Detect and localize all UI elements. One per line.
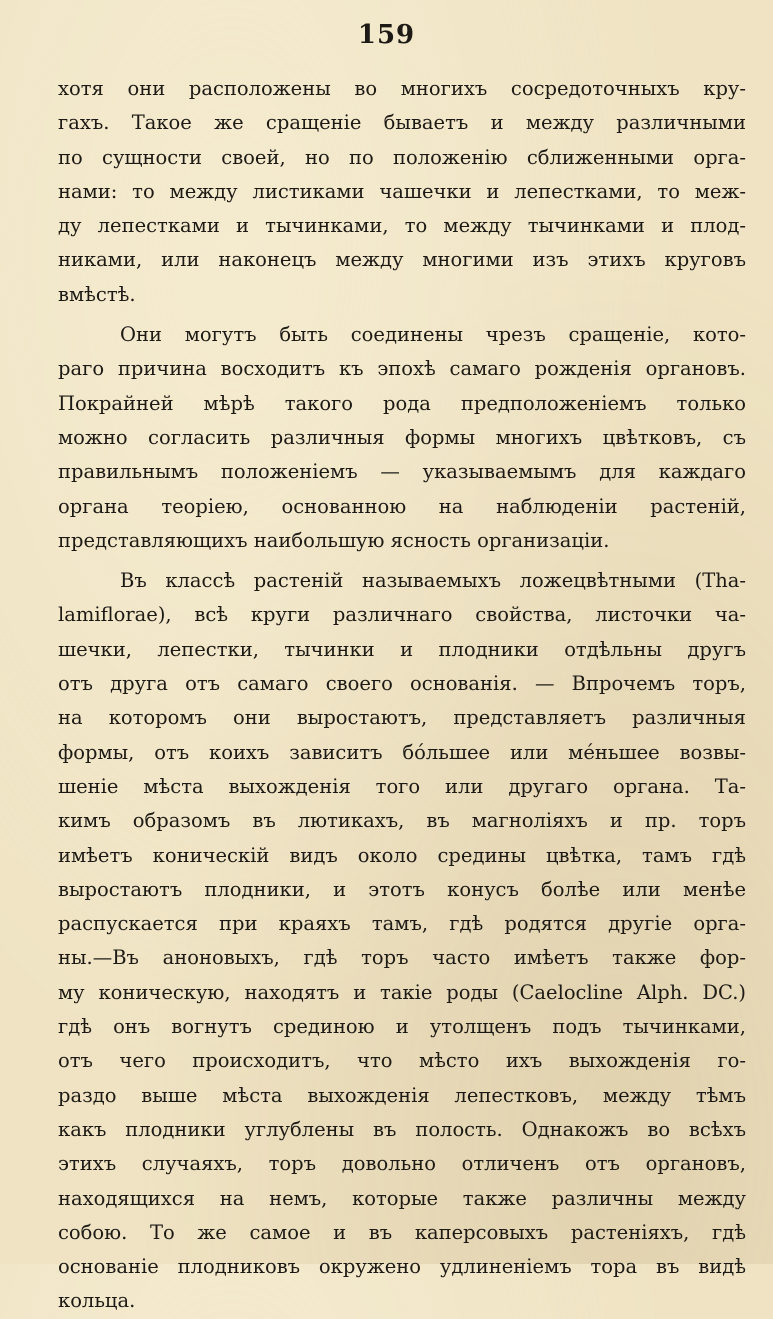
text-line: представляющихъ наибольшую ясность организаціи. <box>58 528 610 552</box>
text-line: шечки, лепестки, тычинки и плодники отдѣльны другъ <box>58 637 746 661</box>
text-line: Въ классѣ растеній называемыхъ ложецвѣтными (Tha- <box>120 569 746 593</box>
text-line: ду лепестками и тычинками, то между тычинками и плод- <box>58 214 746 238</box>
text-line: вмѣстѣ. <box>58 282 136 306</box>
text-line: нами: то между листиками чашечки и лепестками, то меж- <box>58 179 746 203</box>
text-line: имѣетъ коническій видъ около средины цвѣтка, тамъ гдѣ <box>58 843 746 867</box>
text-line: отъ друга отъ самаго своего основанія. — Впрочемъ торъ, <box>58 672 746 696</box>
text-line: никами, или наконецъ между многими изъ этихъ круговъ <box>58 248 746 272</box>
text-line: отъ чего происходитъ, что мѣсто ихъ выхожденія го- <box>58 1049 746 1073</box>
text-line: распускается при краяхъ тамъ, гдѣ родятся другіе орга- <box>58 912 746 936</box>
text-line: раздо выше мѣста выхожденія лепестковъ, между тѣмъ <box>58 1083 746 1107</box>
text-line: выростаютъ плодники, и этотъ конусъ болѣе или менѣе <box>58 877 746 901</box>
page-number: 159 <box>357 20 416 50</box>
text-line: хотя они расположены во многихъ сосредоточныхъ кру- <box>58 77 746 100</box>
text-line: гахъ. Такое же сращеніе бываетъ и между различными <box>58 111 746 135</box>
text-line: раго причина восходитъ къ эпохѣ самаго рожденія органовъ. <box>58 357 746 381</box>
text-line: кольца. <box>58 1289 136 1313</box>
text-line: кимъ образомъ въ лютикахъ, въ магноліяхъ и пр. торъ <box>58 809 746 833</box>
text-line: формы, отъ коихъ зависитъ бóльшее или мéньшее возвы- <box>58 740 746 764</box>
text-line: шеніе мѣста выхожденія того или другаго органа. Та- <box>58 774 746 798</box>
text-line: органа теоріею, основанною на наблюденіи растеній, <box>58 494 746 518</box>
text-line: правильнымъ положеніемъ — указываемымъ для каждаго <box>58 460 746 484</box>
text-line: Они могутъ быть соединены чрезъ сращеніе, кото- <box>120 323 746 347</box>
text-line: какъ плодники углублены въ полость. Однакожъ во всѣхъ <box>58 1117 746 1141</box>
text-line: на которомъ они выростаютъ, представляетъ различныя <box>58 706 746 730</box>
text-line: этихъ случаяхъ, торъ довольно отличенъ отъ органовъ, <box>58 1152 746 1176</box>
text-line: можно согласить различныя формы многихъ цвѣтковъ, съ <box>58 425 746 449</box>
text-line: гдѣ онъ вогнутъ срединою и утолщенъ подъ тычинками, <box>58 1015 746 1039</box>
paragraph-1 <box>58 72 746 312</box>
text-line: Покрайней мѣрѣ такого рода предположеніемъ только <box>58 391 746 415</box>
text-line: ны.—Въ аноновыхъ, гдѣ торъ часто имѣетъ также фор- <box>58 946 746 970</box>
text-line: по сущности своей, но по положенію сближенными орга- <box>58 145 746 169</box>
text-line: находящихся на немъ, которые также различны между <box>58 1186 746 1210</box>
text-line: собою. То же самое и въ каперсовыхъ растеніяхъ, гдѣ <box>58 1220 746 1244</box>
text-line: основаніе плодниковъ окружено удлиненіемъ тора въ видѣ <box>58 1255 746 1279</box>
text-line: му коническую, находятъ и такіе роды (Caelocline Alph. DC.) <box>58 980 746 1004</box>
body-text <box>58 72 746 1319</box>
paragraph-2 <box>58 318 746 558</box>
text-line: lamiflorae), всѣ круги различнаго свойства, листочки ча- <box>58 603 746 627</box>
paragraph-3 <box>58 564 746 1319</box>
